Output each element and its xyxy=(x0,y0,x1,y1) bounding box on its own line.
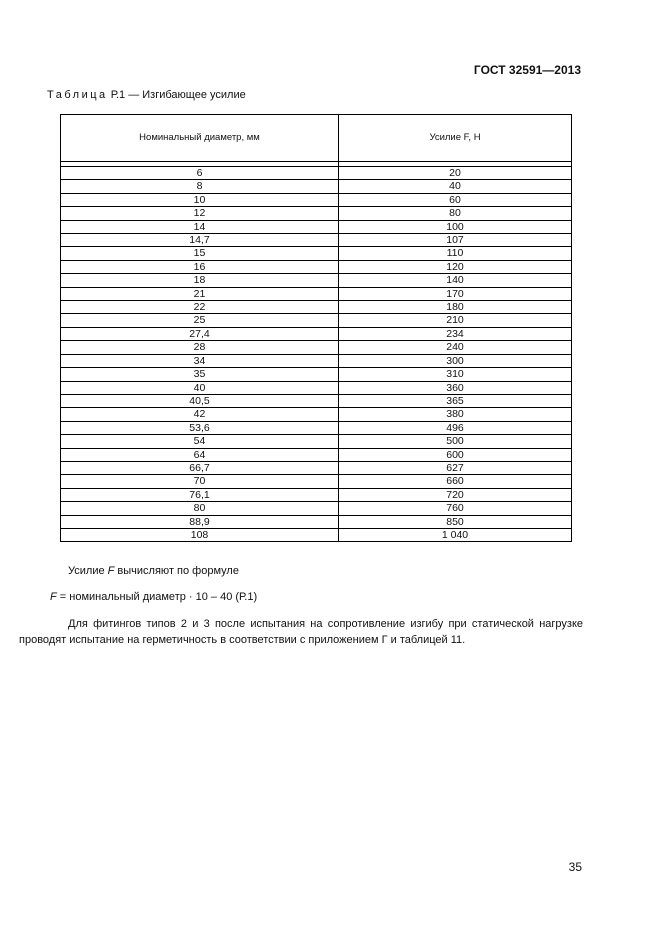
cell-diameter: 53,6 xyxy=(61,421,339,434)
table-row xyxy=(61,193,572,206)
cell-diameter: 10 xyxy=(61,193,339,206)
cell-diameter: 14,7 xyxy=(61,234,339,247)
cell-force: 110 xyxy=(339,247,572,260)
table-row xyxy=(61,301,572,314)
cell-diameter: 12 xyxy=(61,207,339,220)
table-row xyxy=(61,180,572,193)
table-row xyxy=(61,354,572,367)
bending-force-table xyxy=(60,114,572,542)
table-row xyxy=(61,394,572,407)
cell-force: 850 xyxy=(339,515,572,528)
cell-force: 1 040 xyxy=(339,528,572,541)
cell-force: 120 xyxy=(339,260,572,273)
cell-force: 300 xyxy=(339,354,572,367)
page-number: 35 xyxy=(568,860,582,874)
table-caption xyxy=(47,89,246,101)
cell-force: 365 xyxy=(339,394,572,407)
table-row xyxy=(61,207,572,220)
table-row xyxy=(61,368,572,381)
table-row xyxy=(61,528,572,541)
table-row xyxy=(61,515,572,528)
table-row xyxy=(61,260,572,273)
cell-force: 60 xyxy=(339,193,572,206)
cell-force: 210 xyxy=(339,314,572,327)
cell-force: 100 xyxy=(339,220,572,233)
formula-intro-before: Усилие xyxy=(68,565,108,577)
table-row xyxy=(61,475,572,488)
cell-force: 240 xyxy=(339,341,572,354)
table-row xyxy=(61,341,572,354)
cell-diameter: 8 xyxy=(61,180,339,193)
table-row xyxy=(61,488,572,501)
table-row xyxy=(61,421,572,434)
cell-force: 107 xyxy=(339,234,572,247)
cell-force: 80 xyxy=(339,207,572,220)
table-row xyxy=(61,247,572,260)
cell-force: 760 xyxy=(339,502,572,515)
column-header-diameter: Номинальный диаметр, мм xyxy=(61,115,339,162)
formula-text: = номинальный диаметр · 10 – 40 (Р.1) xyxy=(56,591,258,603)
cell-diameter: 16 xyxy=(61,260,339,273)
cell-diameter: 35 xyxy=(61,368,339,381)
body-paragraph: Для фитингов типов 2 и 3 после испытания на сопротивление изгибу при статической нагрузке проводят испытание на герметичность в соответствии с приложением Г и таблицей 11. xyxy=(19,618,583,646)
table-row xyxy=(61,314,572,327)
cell-diameter: 15 xyxy=(61,247,339,260)
table-row xyxy=(61,448,572,461)
cell-force: 310 xyxy=(339,368,572,381)
table-caption-number: Р.1 xyxy=(110,89,126,101)
cell-diameter: 18 xyxy=(61,274,339,287)
cell-diameter: 64 xyxy=(61,448,339,461)
cell-diameter: 40,5 xyxy=(61,394,339,407)
table-caption-title: Изгибающее усилие xyxy=(142,89,246,101)
cell-force: 600 xyxy=(339,448,572,461)
table-row xyxy=(61,435,572,448)
table-row xyxy=(61,502,572,515)
table-row xyxy=(61,274,572,287)
table-row xyxy=(61,327,572,340)
cell-diameter: 14 xyxy=(61,220,339,233)
cell-diameter: 25 xyxy=(61,314,339,327)
column-header-force: Усилие F, Н xyxy=(339,115,572,162)
formula-intro xyxy=(68,565,239,577)
cell-force: 40 xyxy=(339,180,572,193)
cell-force: 140 xyxy=(339,274,572,287)
cell-force: 20 xyxy=(339,167,572,180)
table-row xyxy=(61,408,572,421)
formula-var: F xyxy=(50,591,57,603)
formula-intro-after: вычисляют по формуле xyxy=(114,565,239,577)
table-row xyxy=(61,167,572,180)
cell-force: 180 xyxy=(339,301,572,314)
table-caption-dash: — xyxy=(128,89,140,101)
cell-diameter: 6 xyxy=(61,167,339,180)
table-body xyxy=(61,167,572,542)
cell-diameter: 54 xyxy=(61,435,339,448)
cell-force: 500 xyxy=(339,435,572,448)
table-row xyxy=(61,234,572,247)
standard-designation: ГОСТ 32591—2013 xyxy=(473,63,581,77)
cell-diameter: 70 xyxy=(61,475,339,488)
cell-force: 234 xyxy=(339,327,572,340)
formula-intro-var: F xyxy=(107,565,115,577)
cell-diameter: 76,1 xyxy=(61,488,339,501)
cell-diameter: 40 xyxy=(61,381,339,394)
cell-diameter: 22 xyxy=(61,301,339,314)
cell-diameter: 21 xyxy=(61,287,339,300)
cell-force: 720 xyxy=(339,488,572,501)
cell-diameter: 88,9 xyxy=(61,515,339,528)
table-row xyxy=(61,220,572,233)
cell-force: 660 xyxy=(339,475,572,488)
cell-diameter: 42 xyxy=(61,408,339,421)
table-row xyxy=(61,287,572,300)
cell-force: 496 xyxy=(339,421,572,434)
cell-diameter: 34 xyxy=(61,354,339,367)
cell-force: 360 xyxy=(339,381,572,394)
cell-force: 380 xyxy=(339,408,572,421)
table-row xyxy=(61,461,572,474)
cell-diameter: 28 xyxy=(61,341,339,354)
table-row xyxy=(61,381,572,394)
cell-force: 627 xyxy=(339,461,572,474)
table-caption-prefix: Таблица xyxy=(47,89,108,101)
cell-diameter: 66,7 xyxy=(61,461,339,474)
cell-diameter: 80 xyxy=(61,502,339,515)
cell-diameter: 108 xyxy=(61,528,339,541)
formula xyxy=(50,591,257,603)
cell-force: 170 xyxy=(339,287,572,300)
cell-diameter: 27,4 xyxy=(61,327,339,340)
